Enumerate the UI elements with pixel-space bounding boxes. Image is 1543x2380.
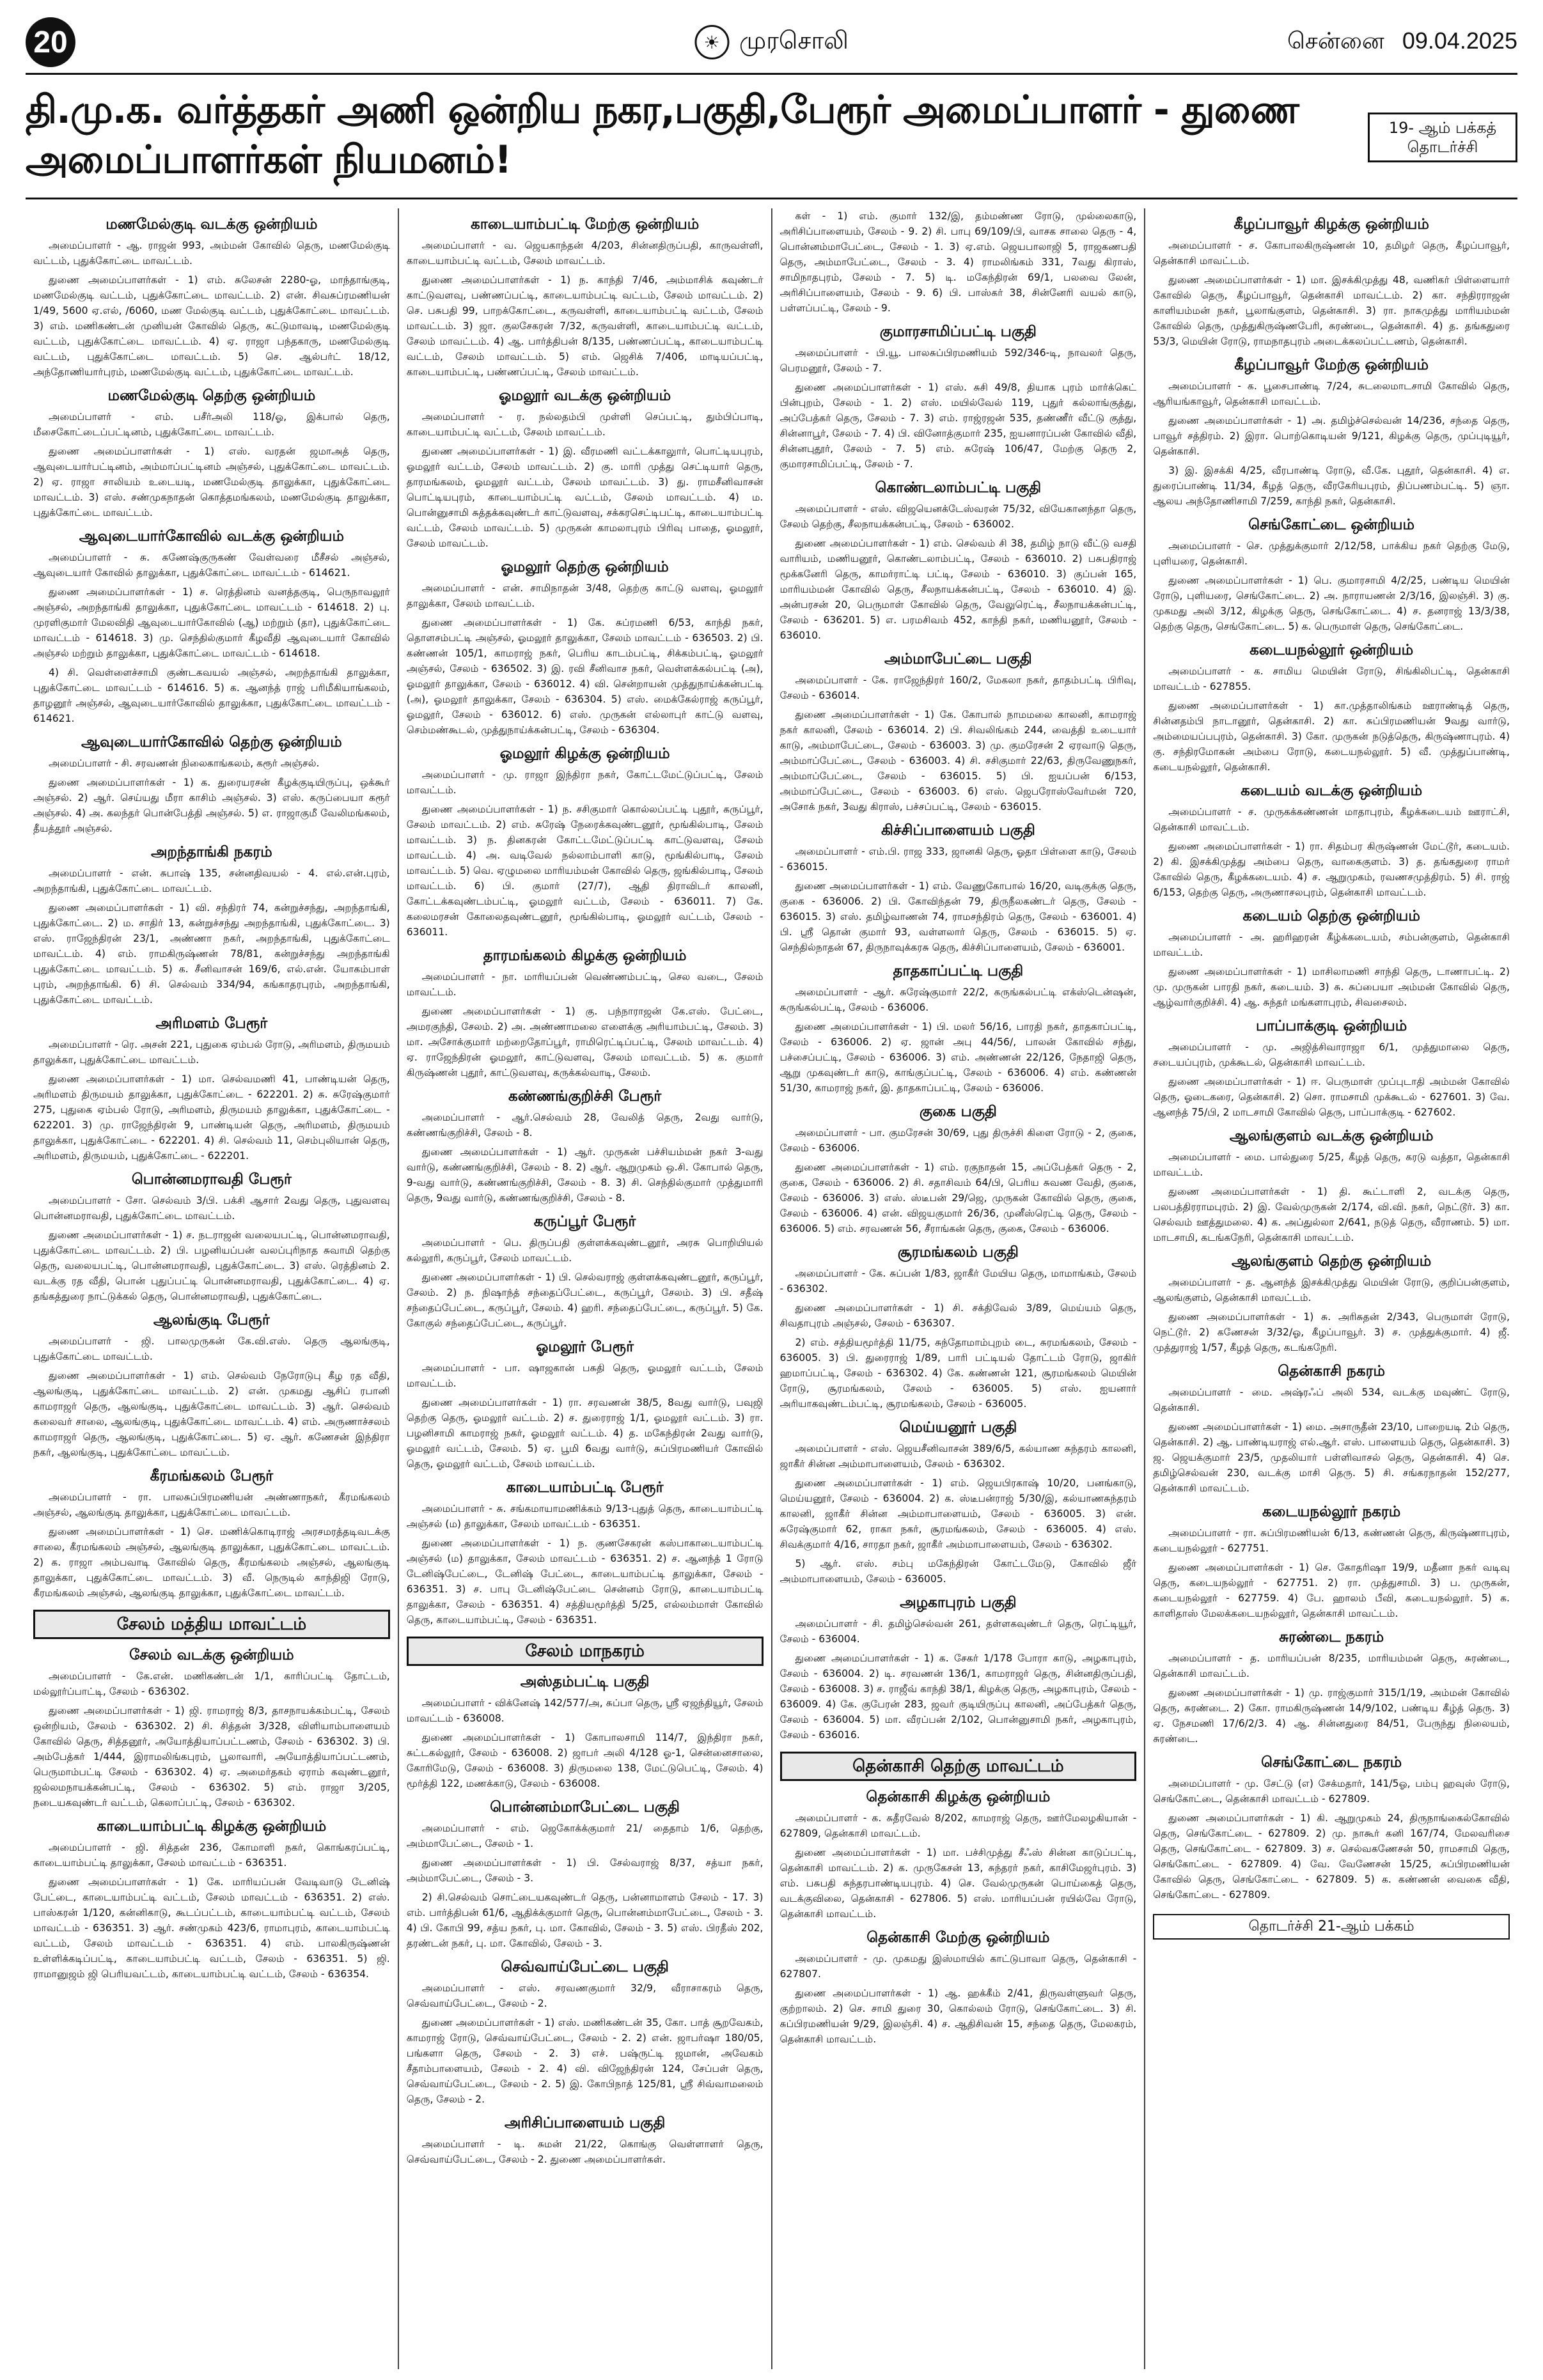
appointment-paragraph: அமைப்பாளர் - மு. சேட்டு (எ) சேக்மதார், 141/5ஓ, பம்பு ஹவுஸ் ரோடு, செங்கோட்டை, தென்காசி மாவட்டம் - 627809. [1153,1778,1510,1805]
appointment-paragraph: துணை அமைப்பாளர்கள் - 1) செ. மணிக்கொடிராஜ் அரசமரத்தடிவடக்கு சாலை, கீரமங்கலம் அஞ்சல், ஆலங்குடி தாலுக்கா, புதுக்கோட்டை மாவட்டம். 2) க. ராஜா அம்பவாடி கோவில் தெரு, கீரமங்கலம் அஞ்சல், ஆலங்குடி தாலுக்கா, புதுக்கோட்டை மாவட்டம். 3) வீ. நெருடில் காந்திஜி ரோடு, கீரமங்கலம் அஞ்சல், ஆலங்குடி தாலுக்கா, புதுக்கோட்டை மாவட்டம். [33,1526,390,1599]
city-label: சென்னை [1287,27,1384,54]
section-heading: கீரமங்கலம் பேரூர் [150,1468,274,1484]
section-heading: அழகாபுரம் பகுதி [900,1594,1017,1611]
section-heading: அம்மாபேட்டை பகுதி [884,651,1032,667]
appointment-paragraph: அமைப்பாளர் - க. பூசைபாண்டி 7/24, சுடலைமாடசாமி கோவில் தெரு, ஆரியங்காவூர், தென்காசி மாவட்டம். [1153,380,1510,407]
appointment-paragraph: துணை அமைப்பாளர்கள் - 1) ஆ. ஹக்கீம் 2/41, திருவள்ளுவர் தெரு, குற்றாலம். 2) செ. சாமி துரை 30, கொல்லம் ரோடு, செங்கோட்டை. 3) சி. சுப்பிரமணியன் 9/29, இலஞ்சி. 4) ச. ஆதிசிவன் 15, சந்தை தெரு, மேலகரம், தென்காசி மாவட்டம். [779,1987,1137,2045]
section-heading: தென்காசி நகரம் [1278,1363,1386,1380]
appointment-paragraph: துணை அமைப்பாளர்கள் - 1) கு. பந்நாராஜன் கே.எஸ். பேட்டை, அமரகுந்தி, சேலம். 2) அ. அண்ணாமலை எளைக்கு அரியாம்பட்டி, சேலம். 3) மா. அசோக்குமார் மற்றைதோப்பூர், ராமிரெட்டிப்பட்டி, சேலம் மாவட்டம். 4) ஏ. ராஜேந்திரன் ஓமலூர், காட்டுவளவு, சேலம் மாவட்டம். 5) க. குமார் கிருஷ்ணன் புதூர், காட்டுவளவு, கருக்கல்வாடி, சேலம். [406,1006,764,1078]
appointment-paragraph: அமைப்பாளர் - சு. சங்கமாயாமணிக்கம் 9/13-புதுத் தெரு, காடையாம்பட்டி அஞ்சல் (ம) தாலுக்கா, சேலம் மாவட்டம் - 636351. [406,1503,764,1530]
section-heading: பாப்பாக்குடி ஒன்றியம் [1255,1018,1407,1034]
appointment-paragraph: அமைப்பாளர் - ச. முருகக்கண்ணன் மாதாபுரம், கீழக்கடையம் ஊராட்சி, தென்காசி மாவட்டம். [1153,806,1510,833]
appointment-paragraph: துணை அமைப்பாளர்கள் - 1) மாசிலாமணி சாந்தி தெரு, டாணாபட்டி. 2) மு. முருகன் பாரதி நகர், கடையம். 3) சு. சுப்பையா அம்மன் கோவில் தெரு, ஆழ்வார்குறிச்சி. 4) ஆ. சுந்தர் மங்களாபுரம், சிவசைலம். [1153,966,1510,1008]
appointment-paragraph: துணை அமைப்பாளர்கள் - 1) ரா. சிதம்பர கிருஷ்ணன் மேட்டூர், கடையம். 2) கி. இசக்கிமுத்து அம்பை தெரு, வாகைகுளம். 3) த. தங்கதுரை ராமர் கோவில் தெரு, கீழக்கடையம். 4) ச. ஆறுமுகம், ரவணசமுத்திரம். 5) சி. ராஜ் 6/153, தெற்கு தெரு, அருணாசலபுரம், தென்காசி மாவட்டம். [1153,841,1510,898]
appointment-paragraph: துணை அமைப்பாளர்கள் - 1) எம். ஜெயபிரகாஷ் 10/20, பனங்காடு, மெய்யனூர், சேலம் - 636004. 2) க. ஸ்டீபன்ராஜ் 5/30/இ, கல்யாணசுந்தரம் காலனி, ஜாகீர் சின்ன அம்மாபாளையம், சேலம் - 636005. 3) என். சுரேஷ்குமார் 62, ராகா நகர், சூரமங்கலம், சேலம் - 636005. 4) எஸ். சிவக்குமார் 4/16, சாரதா நகர், ஜாகீர் அம்மாபாளையம், சேலம் - 636302. [779,1477,1137,1550]
appointment-paragraph: அமைப்பாளர் - க. சுதீரவேல் 8/202, காமராஜ் தெரு, ஊர்மேலழகியான் - 627809, தென்காசி மாவட்டம். [779,1812,1137,1839]
appointment-paragraph: துணை அமைப்பாளர்கள் - 1) செ. கோதரிஷா 19/9, மதீனா நகர் வடிவு தெரு, கடையநல்லூர் - 627751. 2) ரா. முத்துசாமி. 3) ப. முருகன், கடையநல்லூர் - 627759. 4) பே. ஹாலம் பீவி, கடையநல்லூர். 5) க. காளிதாஸ் மேலக்கடையநல்லூர், தென்காசி மாவட்டம். [1153,1562,1510,1619]
section-heading: தென்காசி மேற்கு ஒன்றியம் [866,1929,1050,1946]
section-heading: தென்காசி கிழக்கு ஒன்றியம் [866,1789,1051,1805]
appointment-paragraph: துணை அமைப்பாளர்கள் - 1) கோபாலசாமி 114/7, இந்திரா நகர், சுட்டகல்லூர், சேலம் - 636008. 2) ஜாபர் அலி 4/128 ஓ-1, சென்னைசாலை, கோரிமேடு, சேலம் - 636008. 3) திருமலை 138, மேட்டுபெட்டி, சேலம். 4) மூர்த்தி 122, மணக்காடு, சேலம் - 636008. [406,1732,764,1789]
continued-from-box: 19- ஆம் பக்கத் தொடர்ச்சி [1368,113,1517,162]
section-heading: சுரண்டை நகரம் [1279,1629,1384,1645]
appointment-paragraph: 3) இ. இசக்கி 4/25, வீரபாண்டி ரோடு, வீ.கே. புதூர், தென்காசி. 4) எ. துரைப்பாண்டி 11/34, கீழத் தெரு, வீரகேரியபுரம், திப்பணம்பட்டி. 5) ஞா. ஆலய அந்தோணிசாமி 7/259, காந்தி நகர், தென்காசி. [1153,465,1510,507]
paper-name: முரசொலி [739,26,849,54]
masthead [26,12,1517,75]
section-heading: கடையம் தெற்கு ஒன்றியம் [1242,908,1420,924]
appointment-paragraph: அமைப்பாளர் - மு. முகமது இஸ்மாயில் காட்டுபாவா தெரு, தென்காசி - 627807. [779,1953,1137,1980]
appointment-paragraph: துணை அமைப்பாளர்கள் - 1) எஸ். சுசி 49/8, தியாக புரம் மார்க்கெட் பின்புறம், சேலம் - 1. 2) எஸ். மயில்வேல் 119, புதுர் கல்லாங்குத்து, அப்பேத்கர் தெரு, சேலம் - 7. 3) எம். ராஜ்ரஜன் 535, தண்ணீர் வீட்டு குத்து, சின்னாபூர், சேலம் - 7. 4) பி. வினோத்குமார் 235, ஐயனாரப்பன் கோவில் வீதி, சின்னபுதூர், சேலம் - 7. 5) எம். சுரேஷ் 106/47, மேற்கு தெரு 2, குமாரசாமிப்பட்டி, சேலம் - 7. [779,382,1137,470]
appointment-paragraph: அமைப்பாளர் - ரா. சுப்பிரமணியன் 6/13, கண்ணன் தெரு, கிருஷ்ணாபுரம், கடையநல்லூர் - 627751. [1153,1527,1510,1554]
appointment-paragraph: அமைப்பாளர் - எம். ஜெகோக்க்குமார் 21/ தைதாம் 1/6, தெற்கு, அம்மாபேட்டை, சேலம் - 1. [406,1823,764,1849]
appointment-paragraph: அமைப்பாளர் - மை. பால்துரை 5/25, கீழத் தெரு, கரடு வத்தா, தென்காசி மாவட்டம். [1153,1151,1510,1178]
appointment-paragraph: அமைப்பாளர் - க. சாமிய மெயின் ரோடு, சிங்கிலிபட்டி, தென்காசி மாவட்டம் - 627855. [1153,665,1510,692]
appointment-paragraph: 2) எம். சத்தியமூர்த்தி 11/75, சுந்தோமாம்புறம் டை, சுரமங்கலம், சேலம் - 636005. 3) பி. துரைராஜ் 1/89, பாரி பட்டியல் தோட்டம் ரோடு, ஜாகிர் ஹமாப்பட்டி, சேலம் - 636302. 4) கே. கண்ணன் 121, சூரமங்கலம் மெயின் ரோடு, சூரமங்கலம், சேலம் - 636005. 5) எஸ். ஐயனார் அரியாகவுண்டம்பட்டி, சூரமங்கலம், சேலம் - 636005. [779,1337,1137,1410]
column-1 [26,208,399,2369]
section-heading: காடையாம்பட்டி கிழக்கு ஒன்றியம் [97,1818,327,1835]
section-heading: ஆவுடையார்கோவில் தெற்கு ஒன்றியம் [81,734,342,751]
appointment-paragraph: துணை அமைப்பாளர்கள் - 1) அ. தமிழ்ச்செல்வன் 14/236, சந்தை தெரு, பாவூர் சத்திரம். 2) இரா. பொற்கொடியன் 9/121, கிழக்கு தெரு, முப்புடியூர், தென்காசி. [1153,415,1510,457]
appointment-paragraph: அமைப்பாளர் - மு. அஜித்சிவாராஜா 6/1, முத்துமாலை தெரு, சடையப்புரம், முக்கூடல், தென்காசி மாவட்டம். [1153,1041,1510,1068]
appointment-paragraph: துணை அமைப்பாளர்கள் - 1) கே. மாரியப்பன் வேடிவாடு டேனிஷ் பேட்டை, காடையாம்பட்டி வட்டம், சேலம் மாவட்டம் - 636351. 2) எஸ். பாஸ்கரன் 1/120, கன்னிகாடு, கூடப்பட்டம், காடையாம்பட்டி வட்டம், சேலம் மாவட்டம் - 636351. 3) ஆர். சண்முகம் 423/6, ராமாபுரம், காடையாம்பட்டி வட்டம், சேலம் மாவட்டம் - 636351. 4) எம். பாலகிருஷ்ணன் உள்ளிக்கடிப்பட்டி, காடையாம்பட்டி வட்டம், சேலம் - 636351. 5) ஜி. ராமானுஜம் ஜி பெரியவட்டம், காடையாம்பட்டி வட்டம், சேலம் - 636354. [33,1876,390,1980]
appointment-paragraph: அமைப்பாளர் - பா. ஷாஜகான் பசுதி தெரு, ஓமலூர் வட்டம், சேலம் மாவட்டம். [406,1362,764,1389]
section-heading: மணமேல்குடி தெற்கு ஒன்றியம் [107,387,316,404]
appointment-paragraph: துணை அமைப்பாளர்கள் - 1) எம். வேணுகோபால் 16/20, வடிகுக்கு தெரு, குகை - 636006. 2) பி. கோவிந்தன் 79, திருநீலகண்டர் தெரு, சேலம் - 636015. 3) எஸ். தமிழ்வாணன் 74, ராமசந்திரம் தெரு, சேலம் - 636001. 4) பி. ஸ்ரீ தொன் குமார் 93, வள்ளலார் தெரு, சேலம் - 636015. 5) ஏ. செந்தில்நாதன் 67, திருநாவுக்கரசு தெரு, கிச்சிப்பாளையம், சேலம் - 636001. [779,880,1137,953]
appointment-paragraph: துணை அமைப்பாளர்கள் - 1) ஈ. பெருமாள் முப்புடாதி அம்மன் கோவில் தெரு, ஓடைகரை, தென்காசி. 2) சொ. ராமசாமி முக்கூடல் - 627601. 3) வே. ஆனந்த் 75/பி, 2 மாடசாமி கோவில் தெரு, பாப்பாக்குடி - 627602. [1153,1076,1510,1118]
appointment-paragraph: அமைப்பாளர் - கே. சுப்பன் 1/83, ஜாகீர் மேயிய தெரு, மாமாங்கம், சேலம் - 636302. [779,1268,1137,1295]
paper-title [694,25,849,59]
appointment-paragraph: துணை அமைப்பாளர்கள் - 1) ஜி. ராமராஜ் 8/3, தாசநாயக்கம்பட்டி, சேலம் ஒன்றியம், சேலம் - 636302. 2) சி. சித்தன் 3/328, விளியாம்பாளையம் கோவில் தெரு, சித்தனூர், அயோத்தியாப்பட்டணம், சேலம் - 636302. 3) பி. அம்பேத்கர் 1/444, இராமலிங்கபுரம், பூலாவாரி, அயோத்தியாப்பட்டணம், பெருமாம்பட்டி சேலம் - 636302. 4) ஏ. அமைர்தகம் ஏராம் கவுண்டனூர், ஜல்லமநாயக்கன்பட்டி, சேலம் - 636302. 5) எம். ராஜா 3/205, நடையகவுண்டர் வட்டம், கெலாப்பட்டி, சேலம் - 636302. [33,1705,390,1808]
appointment-paragraph: துணை அமைப்பாளர்கள் - 1) ந. குணசேகரன் கஸ்பாகாடையாம்பட்டி அஞ்சல் (ம) தாலுக்கா, சேலம் மாவட்டம் - 636351. 2) ச. ஆனந்த் 1 ரோடு டேனிஷ்பேட்டை, டேனிஷ் பேட்டை, காடையாம்பட்டி தாலுக்கா, சேலம் - 636351. 3) ச. பாபு டேனிஷ்பேட்டை சென்னம் ரோடு, காடையாம்பட்டி தாலுக்கா, சேலம் - 636351. 4) சத்தியமூர்த்தி 5/25, எல்லம்மாள் கோவில் தெரு, காடையாம்பட்டி, சேலம் - 636351. [406,1537,764,1626]
section-heading: குமாரசாமிப்பட்டி பகுதி [879,323,1037,340]
section-heading: பொன்னம்மாபேட்டை பகுதி [490,1799,680,1816]
appointment-paragraph: துணை அமைப்பாளர்கள் - 1) மு. ராஜ்குமார் 315/1/19, அம்மன் கோவில் தெரு, சுரண்டை. 2) கோ. ராமகிருஷ்ணன் 14/9/102, பண்டிய கீழ்த் தெரு. 3) ஏ. நேசமணி 17/6/2/3. 4) ஆ. சின்னதுரை 84/51, பேருந்து நிலையம், சுரண்டை. [1153,1687,1510,1745]
section-heading: பொன்னமராவதி பேரூர் [131,1171,292,1188]
section-heading: ஆலங்குளம் வடக்கு ஒன்றியம் [1229,1128,1434,1144]
section-heading: ஆலங்குளம் தெற்கு ஒன்றியம் [1231,1253,1432,1270]
appointment-paragraph: அமைப்பாளர் - விக்னேஷ் 142/577/அ, சுப்பா தெரு, ஸ்ரீ ஏஜந்தியூர், சேலம் மாவட்டம் - 636008. [406,1697,764,1724]
appointment-paragraph: துணை அமைப்பாளர்கள் - 1) வி. சந்திரர் 74, கன்றுச்சந்து, அறந்தாங்கி, புதுக்கோட்டை. 2) ம. சாதிர் 13, கன்றுச்சந்து அறந்தாங்கி, புதுக்கோட்டை. 3) எஸ். ராஜேந்திரன் 23/1, அண்ணா நகர், அறந்தாங்கி, புதுக்கோட்டை மாவட்டம். 4) எம். ராமகிருஷ்ணன் 78/81, கன்றுச்சந்து அறந்தாங்கி புதுக்கோட்டை மாவட்டம். 5) க. சீனிவாசன் 169/6, எல்.என். யோகம்பாள் புரம், அறந்தாங்கி. 6) சி. செல்வம் 334/94, கங்காதரபுரம், அறந்தாங்கி, புதுக்கோட்டை மாவட்டம். [33,902,390,1006]
appointment-paragraph: 5) ஆர். எஸ். சம்பு மகேந்திரன் கோட்டமேடு, கோவில் ஜீர் அம்மாபாளையம், சேலம் - 636005. [779,1558,1137,1585]
section-heading: ஓமலூர் பேரூர் [536,1339,634,1355]
appointment-paragraph: அமைப்பாளர் - ஆர்.செல்வம் 28, வேலித் தெரு, 2வது வார்டு, கண்ணங்குறிச்சி, சேலம் - 8. [406,1112,764,1139]
appointment-paragraph: துணை அமைப்பாளர்கள் - 1) மை. அசாருதீன் 23/10, பாறையடி 2ம் தெரு, தென்காசி. 2) ஆ. பாண்டியராஜ் எல்.ஆர். எஸ். பாளையம் தெரு, தென்காசி. 3) ஜ. ஜெயக்குமார் 23/5, முதலியார் பள்ளிவாசல் தெரு, தென்காசி. 4) செ. தமிழ்செல்வன் 230, வடக்கு மாசி தெரு. 5) சி. சங்கரநாதன் 152/277, தென்காசி மாவட்டம். [1153,1421,1510,1494]
appointment-paragraph: துணை அமைப்பாளர்கள் - 1) கே. சுப்ரமணி 6/53, காந்தி நகர், தொளசம்பட்டி அஞ்சல், ஓமலூர் தாலுக்கா, சேலம் மாவட்டம் - 636503. 2) பி. கண்ணன் 105/1, காமராஜ் நகர், பெரிய காடம்பட்டி, சிக்கம்பட்டி, ஓமலூர் அஞ்சல், சேலம் - 636502. 3) இ. ரவி சீனிவாச நகர், வெள்ளக்கல்பட்டி (அ), ஓமலூர் தாலுக்கா, சேலம் - 636012. 4) வி. சென்றாயன் முத்துநாய்க்கன்பட்டி (அ), ஓமலூர் தாலுக்கா, சேலம் - 636304. 5) எஸ். மைக்கேல்ராஜ் கருப்பூர், ஓமலூர், சேலம் - 636012. 6) எஸ். முருகன் எல்லாபுர் காட்டு வளவு, செம்மண்கூடல், முத்துநாய்க்கன்பட்டி, சேலம் - 636304. [406,617,764,736]
appointment-paragraph: அமைப்பாளர் - என். சுபாஷ் 135, சன்னதிவயல் - 4. எல்.என்.புரம், அறந்தாங்கி, புதுக்கோட்டை மாவட்டம். [33,867,390,894]
date-label: 09.04.2025 [1402,27,1517,54]
section-heading: ஓமலூர் தெற்கு ஒன்றியம் [501,559,669,575]
appointment-paragraph: துணை அமைப்பாளர்கள் - 1) க. துரையரசன் கீழக்குடியிருப்பு, ஒக்கூர் அஞ்சல். 2) ஆர். செய்யது மீரா காசிம் அஞ்சல். 3) எஸ். கருப்பையா கரூர் அஞ்சல். 4) அ. கலந்தர் பொன்பேத்தி அஞ்சல். 5) எ. ராஜாகுமீ வேலிமங்கலம், தீயத்தூர் அஞ்சல். [33,777,390,834]
section-heading: காடையாம்பட்டி பேரூர் [506,1479,664,1496]
section-heading: செவ்வாய்பேட்டை பகுதி [501,1959,669,1975]
section-heading: ஓமலூர் கிழக்கு ஒன்றியம் [499,745,670,762]
page-number-badge: 20 [26,17,75,67]
section-heading: குகை பகுதி [919,1103,997,1120]
column-2 [399,208,772,2369]
continued-on-box: தொடர்ச்சி 21-ஆம் பக்கம் [1153,1914,1510,1940]
appointment-paragraph: துணை அமைப்பாளர்கள் - 1) ந. காந்தி 7/46, அம்மாசிக் கவுண்டர் காட்டுவளவு, பண்ணப்பட்டி, காடையாம்பட்டி வட்டம், சேலம் மாவட்டம். 2) செ. பசுபதி 99, பாறக்கோட்டை, கருவள்ளி, காடையாம்பட்டி வட்டம், சேலம் மாவட்டம். 3) ஜா. குலசேகரன் 7/32, கருவள்ளி, காடையாம்பட்டி வட்டம், சேலம் மாவட்டம். 4) ஆ. பார்த்திபன் 8/135, பண்ணப்பட்டி, காடையாம்பட்டி வட்டம், சேலம் மாவட்டம். 5) எம். ஜெசிக் 7/406, மாடியப்பட்டி, காடையாம்பட்டி, பண்ணப்பட்டி, சேலம் மாவட்டம். [406,274,764,378]
appointment-paragraph: துணை அமைப்பாளர்கள் - 1) மா. இசக்கிமுத்து 48, வணிகர் பிள்ளையார் கோவில் தெரு, கீழப்பாவூர், தென்காசி மாவட்டம். 2) கா. சந்திரராஜன் காளியம்மன் நகர், பூலாங்குளம், தென்காசி. 3) ரா. நாகமுத்து மாரியம்மன் கோவில் தெரு, முத்துகிருஷ்ணபேரி, சுரண்டை, தென்காசி. 4) த. தங்கதுரை 53/3, மெயின் ரோடு, ராமநாதபுரம் அடைக்கலப்பட்டணம், தென்காசி. [1153,274,1510,347]
appointment-paragraph: துணை அமைப்பாளர்கள் - 1) ஆர். முருகன் பச்சியம்மன் நகர் 3-வது வார்டு, கண்ணங்குறிச்சி, சேலம் - 8. 2) ஆர். ஆறுமுகம் ஒ.சி. கோபால் தெரு, 9-வது வார்டு, கண்ணங்குறிச்சி, சேலம் - 8. 3) சி. செந்தில்குமார் முத்துமாரி தெரு, 9வது வார்டு, கண்ணங்குறிச்சி, சேலம் - 8. [406,1146,764,1204]
appointment-paragraph: துணை அமைப்பாளர்கள் - 1) கி. ஆறுமுகம் 24, திருநாங்கைல்கோவில் தெரு, செங்கோட்டை - 627809. 2) மு. நாகூர் கனி 167/74, மேலவரிசை தெரு, செங்கோட்டை - 627809. 3) ச. செல்வகணேசன் 50, ராமசாமி தெரு, செங்கோட்டை - 627809. 4) வே. வேணேசன் 15/25, சுப்பிரமணியன் கோவில் தெரு, செங்கோட்டை - 627809. 5) க. கண்ணன் வைகை வீதி, செங்கோட்டை - 627809. [1153,1812,1510,1901]
appointment-paragraph: அமைப்பாளர் - சி. சரவணன் நிலைகாங்கலம், கரூர் அஞ்சல். [49,758,320,769]
appointment-paragraph: அமைப்பாளர் - எம்.பி. ராஜ 333, ஜானகி தெரு, ஓதா பிள்ளை காடு, சேலம் - 636015. [779,846,1137,873]
section-heading: கடையம் வடக்கு ஒன்றியம் [1241,782,1423,799]
column-3 [772,208,1146,2369]
appointment-paragraph: துணை அமைப்பாளர்கள் - 1) பி. செல்வராஜ் குள்ளக்கவுண்டனூர், கருப்பூர், சேலம். 2) ந. நிஷாந்த் சந்தைப்பேட்டை, கருப்பூர், சேலம். 3) பி. சதீஷ் சந்தைப்பேட்டை, கருப்பூர், சேலம். 4) ஹரி. சந்தைப்பேட்டை, கருப்பூர். 5) கே. கோகுல் சந்தைப்பேட்டை, கருப்பூர். [406,1272,764,1329]
appointment-paragraph: அமைப்பாளர் - பி.யூ. பாலசுப்பிரமணியம் 592/346-டி, நாவலர் தெரு, பெரமனூர், சேலம் - 7. [779,347,1137,374]
appointment-paragraph: அமைப்பாளர் - கே. ராஜேந்திரர் 160/2, மேகலா நகர், தாதம்பட்டி பிரிவு, சேலம் - 636014. [779,674,1137,701]
appointment-paragraph: அமைப்பாளர் - த. ஆனந்த் இசக்கிமுத்து மெயின் ரோடு, குறிப்பன்குளம், ஆலங்குளம், தென்காசி மாவட்டம். [1153,1277,1510,1303]
appointment-paragraph: அமைப்பாளர் - ரெ. அசன் 221, புதுகை ஏம்பல் ரோடு, அரிமளம், திருமயம் தாலுக்கா, புதுக்கோட்டை மாவட்டம். [33,1039,390,1066]
appointment-paragraph: துணை அமைப்பாளர்கள் - 1) ந. சசிகுமார் கொல்லப்பட்டி புதூர், கருப்பூர், சேலம் மாவட்டம். 2) எம். சுரேஷ் நேரைக்கவுண்டனூர், மூங்கில்பாடி, சேலம் மாவட்டம். 3) ந. தினகரன் கோட்டமேட்டுப்பட்டி காட்டுவளவு, சேலம் மாவட்டம். 4) அ. வடிவேல் நல்லாம்பாளி காடு, மூங்கில்பாடி, சேலம் மாவட்டம். 5) வெ. ஏழுமலை மாரியம்மன் கோவில் தெரு, ஜங்கில்பாடி, சேலம் மாவட்டம். 6) பி. குமார் (27/7), ஆதி திராவிடர் காலனி, கோட்டக்கவுண்டம்பட்டி, ஓமலூர் வட்டம், சேலம் - 636011. 7) கே. கலைமரசன் கோலைதவுண்டனூர், மூங்கில்பாடி, ஓமலூர் வட்டம், சேலம் - 636011. [406,804,764,938]
appointment-paragraph: அமைப்பாளர் - எஸ். ஜெயசீனிவாசன் 389/6/5, கல்யாண சுந்தரம் காலனி, ஜாகீர் சின்ன அம்மாபாளையம், சேலம் - 636302. [779,1443,1137,1470]
section-heading: சூரமங்கலம் பகுதி [897,1244,1019,1261]
section-heading: கடையநல்லூர் ஒன்றியம் [1249,642,1414,658]
main-headline: தி.மு.க. வர்த்தகர் அணி ஒன்றிய நகர,பகுதி,பேரூர் அமைப்பாளர் - துணை அமைப்பாளர்கள் நியமனம்! [26,88,1299,182]
appointment-paragraph: அமைப்பாளர் - ஜி. பாலமுருகன் கே.வி.எஸ். தெரு ஆலங்குடி, புதுக்கோட்டை மாவட்டம். [33,1335,390,1362]
appointment-paragraph: துணை அமைப்பாளர்கள் - 1) பி. மலர் 56/16, பாரதி நகர், தாதகாப்பட்டி, சேலம் - 636006. 2) ஏ. ஜான் அபு 44/56/, பாலன் கோவில் சந்து, பச்சைப்பட்டி, சேலம் - 636006. 3) எம். அண்ணன் 22/126, நேதாஜி தெரு, ஆறு முகவுண்டர் காடு, காங்குப்பட்டி, சேலம் - 636006. 4) எம். கண்ணன் 51/30, காமராஜ் நகர், இ. தாதகாப்பட்டி, சேலம் - 636006. [779,1021,1137,1094]
appointment-paragraph: துணை அமைப்பாளர்கள் - 1) ரா. சரவணன் 38/5, 8வது வார்டு, பவுஜி தெற்கு தெரு, ஓமலூர் வட்டம். 2) ச. துரைராஜ் 1/1, ஓமலூர் வட்டம். 3) ரா. பழனிசாமி காமராஜ் நகர், ஓமலூர் வட்டம். 4) த. மகேந்திரன் 2வது வார்டு, ஓமலூர் வட்டம், சேலம். 5) ஏ. பூமி 6வது வார்டு, சுப்பிரமணியர் கோவில் தெரு, ஓமலூர் வட்டம், சேலம் மாவட்டம். [406,1397,764,1470]
column-4 [1145,208,1517,2369]
appointment-paragraph: அமைப்பாளர் - செ. முத்துக்குமார் 2/12/58, பாக்கிய நகர் தெற்கு மேடு, புளியரை, தென்காசி. [1153,540,1510,567]
appointment-paragraph: அமைப்பாளர் - ச. கோபாலகிருஷ்ணன் 10, தமிழர் தெரு, கீழப்பாவூர், தென்காசி மாவட்டம். [1153,240,1510,267]
appointment-paragraph: துணை அமைப்பாளர்கள் - 1) ச. ரெத்தினம் வனத்தகுடி, பெருநாவலூர் அஞ்சல், அறந்தாங்கி தாலுக்கா, புதுக்கோட்டை மாவட்டம் - 614618. 2) பு. முரளிகுமார் மேலவிதி ஆவுடையார்கோவில் (ஆ) மற்றும் (தா), புதுக்கோட்டை மாவட்டம் - 614618. 3) மு. செந்தில்குமார் கீழவீதி ஆவுடையார் கோவில் அஞ்சல் மற்றும் தாலுக்கா, புதுக்கோட்டை மாவட்டம் - 614618. [33,586,390,659]
appointment-paragraph: அமைப்பாளர் - எம். பசீர்அலி 118/ஓ, இக்பால் தெரு, மீசைகோட்டைப்பட்டினம், புதுக்கோட்டை மாவட்டம். [33,411,390,438]
section-heading: கீழப்பாவூர் மேற்கு ஒன்றியம் [1234,357,1429,373]
appointment-paragraph: கள் - 1) எம். குமார் 132/இ, தம்மண்ண ரோடு, முல்லைகாடு, அரிசிப்பாளையம், சேலம் - 9. 2) சி. பாபு 69/109/பி, வாசக சாலை தெரு - 4, பொன்னம்மாபேட்டை, சேலம் - 1. 3) ஏ.எம். ஜெயபாலாஜி 5, ராஜகணபதி தெரு, அம்மாபேட்டை, சேலம் - 3. 4) ராமலிங்கம் 331, 7வது கிராஸ், சாமிநாதபுரம், சேலம் - 7. 5) டி. மகேந்திரன் 69/1, பலவை லேன், அரிசிப்பாளையம், சேலம் - 9. 6) பி. பாஸ்கர் 38, சின்னேரி வயல் காடு, பள்ளப்பட்டி, சேலம் - 9. [779,210,1137,314]
section-heading: காடையாம்பட்டி மேற்கு ஒன்றியம் [471,216,700,233]
appointment-paragraph: துணை அமைப்பாளர்கள் - 1) சி. சக்திவேல் 3/89, மெய்யம் தெரு, சிவதாபுரம் அஞ்சல், சேலம் - 636307. [779,1302,1137,1329]
appointment-paragraph: துணை அமைப்பாளர்கள் - 1) மா. பச்சிமுத்து சீஃஸ் சின்ன காடுப்பட்டி, தென்காசி மாவட்டம். 2) க. முருகேசன் 13, சுந்தரர் நகர், காசிமேஜர்புரம். 3) எம். பசுபதி சுந்தரபாண்டியபுரம். 4) செ. வேல்முருகன் பொய்கைத் தெரு, வடக்குவிலை, தென்காசி - 627806. 5) எஸ். மாரியப்பன் ரயில்வே ரோடு, தென்காசி மாவட்டம். [779,1847,1137,1920]
appointment-paragraph: துணை அமைப்பாளர்கள் - 1) இ. வீரமணி வட்டக்காலுார், பொட்டியபுரம், ஓமலூர் வட்டம், சேலம் மாவட்டம். 2) கு. மாரி முத்து செட்டியார் தெரு, தாரமங்கலம், ஓமலூர் வட்டம், சேலம் மாவட்டம். 3) து. ராமசீனிவாசன் பொட்டியபுரம், காடையாம்பட்டி வட்டம், சேலம் மாவட்டம். 4) ம. பொன்னுசாமி சுத்தக்கவுண்டர் காட்டுவளவு, சக்கரசெட்டிபட்டி, காடையாம்பட்டி வட்டம், சேலம் மாவட்டம். 5) முருகன் காமலாபுரம் பிரிவு பாதை, ஓமலூர், சேலம் மாவட்டம். [406,446,764,549]
article-columns [26,208,1517,2369]
appointment-paragraph: துணை அமைப்பாளர்கள் - 1) எம். சுலேசன் 2280-ஓ, மாந்தாங்குடி, மணமேல்குடி வட்டம், புதுக்கோட்டை மாவட்டம். 2) என். சிவசுப்ரமணியன் 1/49, 5600 ஏ.எல், /6060, மண மேல்குடி வட்டம், புதுக்கோட்டை மாவட்டம். 3) எம். மணிகண்டன் முனியன் கோவில் தெரு, கட்டுமாவடி, மணமேல்குடி வட்டம், புதுக்கோட்டை மாவட்டம். 4) ஏ. ராஜா பந்தகாரு, மணமேல்குடி வட்டம், புதுக்கோட்டை மாவட்டம். 5) செ. ஆல்பர்ட் 18/12, அந்தோணியார்புரம், மணமேல்குடி வட்டம், புதுக்கோட்டை மாவட்டம். [33,274,390,378]
section-heading: அஸ்தம்பட்டி பகுதி [520,1674,650,1690]
appointment-paragraph: அமைப்பாளர் - த. மாரியப்பன் 8/235, மாரியம்மன் தெரு, சுரண்டை, தென்காசி மாவட்டம். [1153,1653,1510,1679]
appointment-paragraph: அமைப்பாளர் - கே.என். மணிகண்டன் 1/1, காரிப்பட்டி தோட்டம், மல்லூர்ப்பாட்டி, சேலம் - 636302. [33,1670,390,1697]
appointment-paragraph: அமைப்பாளர் - ஆர். சுரேஷ்குமார் 22/2, கருங்கல்பட்டி எக்ஸ்டென்ஷன், சுருங்கல்பட்டி, சேலம் - 636006. [779,986,1137,1013]
section-heading: கீழப்பாவூர் கிழக்கு ஒன்றியம் [1234,216,1429,233]
appointment-paragraph: துணை அமைப்பாளர்கள் - 1) எஸ். வரதன் ஜமாஅத் தெரு, ஆவுடையார்பட்டினம், அம்மாப்பட்டினம் அஞ்சல், புதுக்கோட்டை மாவட்டம். 2) ஏ. ராஜா சாலியம் உடையடி, மணமேல்குடி தாலுக்கா, புதுக்கோட்டை மாவட்டம். 3) எஸ். சண்முகநாதன் கொத்தமங்கலம், மணமேல்குடி தாலுக்கா, புதுக்கோட்டை மாவட்டம். [33,446,390,518]
appointment-paragraph: 2) சி.செல்வம் சொட்டையகவுண்டர் தெரு, பன்னாமாளம் சேலம் - 17. 3) எம். பார்த்திபன் 61/6, ஆதிக்க்குமார் தெரு, பொன்னம்மாபேட்டை, சேலம் - 3. 4) பி. கோபி 99, சத்ய நகர், பு. மா. கோவில், சேலம் - 3. 5) எஸ். பிரதீஸ் 202, தரண்டன் நகர், பு. மா. கோவில், சேலம் - 3. [406,1892,764,1949]
appointment-paragraph: அமைப்பாளர் - ரா. பாலசுப்பிரமணியன் அண்ணாநகர், கீரமங்கலம் அஞ்சல், ஆலங்குடி தாலுக்கா, புதுக்கோட்டை மாவட்டம். [33,1491,390,1518]
appointment-paragraph: துணை அமைப்பாளர்கள் - 1) எம். செல்வம் சி 38, தமிழ் நாடு வீட்டு வசதி வாரியம், மணியனூர், கொண்டலாம்பட்டி, சேலம் - 636010. 2) பசுபதிராஜ் மூக்கனேரி தெரு, காமர்ராட்டி பட்டி, சேலம் - 636010. 3) குப்பன் 165, மாரியம்மன் கோவில் தெரு, சீலநாயக்கன்பட்டி, சேலம் - 636010. 4) இ. அன்பரசன் 20, பெருமாள் கோவில் தெரு, வேலுரெட்டி, சீலநாயக்கன்பட்டி, சேலம் - 636201. 5) எ. பரமசிவம் 452, காந்தி நகர், மணியனூர், சேலம் - 636010. [779,538,1137,641]
appointment-paragraph: அமைப்பாளர் - பெ. திருப்பதி குள்ளக்கவுண்டனூர், அரசு பொறியியல் கல்லூரி, கருப்பூர், சேலம் மாவட்டம். [406,1237,764,1264]
appointment-paragraph: துணை அமைப்பாளர்கள் - 1) சு. அரிசுதன் 2/343, பெருமாள் ரோடு, நெட்டூர். 2) கணேசன் 3/32/ஓ, கீழப்பாவூர். 3) ச. முத்துக்குமார். 4) ஜீ. முத்துராஜ் 1/57, கீழத் தெரு, கடங்கநேரி. [1153,1311,1510,1353]
dateline [1287,27,1517,58]
appointment-paragraph: அமைப்பாளர் - பா. குமரேசன் 30/69, புது திருச்சி கிளை ரோடு - 2, குகை, சேலம் - 636006. [779,1127,1137,1154]
appointment-paragraph: துணை அமைப்பாளர்கள் - 1) பெ. குமாரசாமி 4/2/25, பண்டிய மெயின் ரோடு, புளியரை, செங்கோட்டை. 2) அ. நாராயணன் 2/3/16, இலஞ்சி. 3) கு. முகமது அலி 3/12, கிழக்கு தெரு, செங்கோட்டை. 4) ச. தனராஜ் 13/3/38, தெற்கு தெரு, செங்கோட்டை. 5) க. பெருமாள் தெரு, செங்கோட்டை. [1153,575,1510,632]
appointment-paragraph: அமைப்பாளர் - சோ. செல்வம் 3/பி. பக்சி ஆசார் 2வது தெரு, புதுவளவு பொன்னமராவதி, புதுக்கோட்டை மாவட்டம். [33,1195,390,1222]
appointment-paragraph: அமைப்பாளர் - ர. நல்லதம்பி முள்ளி செப்பட்டி, தும்பிப்பாடி, காடையாம்பட்டி வட்டம், சேலம் மாவட்டம். [406,411,764,438]
section-heading: மெய்யனூர் பகுதி [899,1419,1017,1436]
appointment-paragraph: அமைப்பாளர் - எஸ். விஜயெனக்டேஸ்வரன் 75/32, வியேகானந்தா தெரு, சேலம் தெற்கு, சீலநாயக்கன்பட்டி, சேலம் - 636002. [779,503,1137,530]
district-banner: சேலம் மாநகரம் [407,1637,764,1666]
section-heading: கடையநல்லூர் நகரம் [1262,1504,1401,1520]
section-heading: அரிமளம் பேரூர் [155,1015,268,1032]
appointment-paragraph: துணை அமைப்பாளர்கள் - 1) கே. கோபால் நாமமலை காலனி, காமராஜ் நகர் காலனி, சேலம் - 636014. 2) பி. சிவலிங்கம் 244, வைத்தி உடையார் காடு, அம்மாபேட்டை, சேலம் - 636003. 3) மு. குமரேசன் 2 ஏரவாடு தெரு, அம்மாப்பேட்டை, சேலம் - 636003. 4) சி. சசிகுமார் 22/63, திருவேணுநகர், அம்மாப்பேட்டை, சேலம் - 636015. 5) பி. ஐயப்பன் 6/153, அம்மாப்பேட்டை, சேலம் - 636003. 6) எஸ். ஜெபரோஸ்வேர்மன் 720, அசோக் நகர், 3வது கிராஸ், பச்சப்பட்டி, சேலம் - 636015. [779,709,1137,813]
appointment-paragraph: அமைப்பாளர் - மை. அஷ்ரஃப் அலி 534, வடக்கு மவுண்ட் ரோடு, தென்காசி. [1153,1387,1510,1413]
appointment-paragraph: அமைப்பாளர் - எஸ். சரவணகுமார் 32/9, வீராசாகரம் தெரு, செவ்வாய்பேட்டை, சேலம் - 2. [406,1982,764,2009]
section-heading: சேலம் வடக்கு ஒன்றியம் [129,1647,294,1663]
appointment-paragraph: அமைப்பாளர் - நா. மாரியப்பன் வெண்ணம்பட்டி, செல வடை, சேலம் மாவட்டம். [406,971,764,998]
appointment-paragraph: அமைப்பாளர் - மு. ராஜா இந்திரா நகர், கோட்டமேட்டுப்பட்டி, சேலம் மாவட்டம். [406,769,764,796]
section-heading: கிச்சிப்பாளையம் பகுதி [881,822,1035,839]
section-heading: மணமேல்குடி வடக்கு ஒன்றியம் [106,216,318,233]
appointment-paragraph: துணை அமைப்பாளர்கள் - 1) தி. கூட்டாளி 2, வடக்கு தெரு, பலபத்திரராமபுரம். 2) இ. வேல்முருகன் 2/174, வி.வி. நகர், நெட்டூர். 3) கா. செல்வம் ஊத்துமலை. 4) க. அப்துல்லா 2/641, நடுத் தெரு, வீராணம். 5) மா. மாடசாமி, கடங்கநேரி, தென்காசி மாவட்டம். [1153,1186,1510,1243]
section-heading: அரிசிப்பாளையம் பகுதி [504,2115,666,2131]
headline-row [26,75,1517,199]
rising-sun-logo-icon: ☀ [694,25,729,59]
section-heading: செங்கோட்டை ஒன்றியம் [1248,517,1415,533]
section-heading: ஆலங்குடி பேரூர் [153,1312,270,1328]
section-heading: கருப்பூர் பேரூர் [533,1213,636,1230]
section-heading: தாரமங்கலம் கிழக்கு ஒன்றியம் [483,947,687,964]
district-banner: சேலம் மத்திய மாவட்டம் [33,1610,390,1639]
appointment-paragraph: அமைப்பாளர் - வ. ஜெயகாந்தன் 4/203, சின்னதிருப்பதி, காருவள்ளி, காடையாம்பட்டி வட்டம், சேலம் மாவட்டம். [406,240,764,267]
appointment-paragraph: அமைப்பாளர் - டி. சுமன் 21/22, கொங்கு வெள்ளாளர் தெரு, செவ்வாய்பேட்டை, சேலம் - 2. துணை அமைப்பாளர்கள். [406,2138,764,2165]
appointment-paragraph: அமைப்பாளர் - சி. தமிழ்செல்வன் 261, தள்ளகவுண்டர் தெரு, ரெட்டியூர், சேலம் - 636004. [779,1618,1137,1645]
section-heading: அறந்தாங்கி நகரம் [150,844,272,860]
appointment-paragraph: துணை அமைப்பாளர்கள் - 1) எம். ரகுநாதன் 15, அப்பேத்கர் தெரு - 2, குகை, சேலம் - 636006. 2) சி. சதாசிவம் 64/பி, பெரிய சுவண வேதி, குகை, சேலம் - 636006. 3) எஸ். ஸ்டீபன் 29/ஜெ, முருகன் கோவில் தெரு, குகை, சேலம் - 636006. 4) என். விஜயகுமார் 26/36, முனீஸ்ரெட்டி தெரு, சேலம் - 636006. 5) எம். சரவணன் 56, சீராங்கன் தெரு, குகை, சேலம் - 636006. [779,1162,1137,1234]
appointment-paragraph: அமைப்பாளர் - அ. ஹரிஹரன் கீழ்க்கடையம், சம்பன்குளம், தென்காசி மாவட்டம். [1153,931,1510,958]
appointment-paragraph: துணை அமைப்பாளர்கள் - 1) மா. செல்வமணி 41, பாண்டியன் தெரு, அரிமளம் திருமயம் தாலுக்கா, புதுக்கோட்டை - 622201. 2) சு. சுரேஷ்குமார் 275, புதுகை ஏம்பல் ரோடு, அரிமளம், திருமயம் தாலுக்கா, புதுக்கோட்டை - 622201. 3) மு. ராஜேந்திரன் 9, பாண்டியன் தெரு, அரிமளம், திருமயம் தாலுக்கா, புதுக்கோட்டை - 622201. 4) சி. செல்வம் 11, செம்புலியான் தெரு, அரிமளம், திருமயம், புதுக்கோட்டை - 622201. [33,1073,390,1162]
appointment-paragraph: துணை அமைப்பாளர்கள் - 1) ச. நடராஜன் வலையபட்டி, பொன்னமராவதி, புதுக்கோட்டை மாவட்டம். 2) பி. பழனியப்பன் வலப்புரிநாத சுவாமி தெற்கு தெரு, வலையபட்டி, பொன்னமராவதி, புதுக்கோட்டை. 3) எஸ். ரெத்தினம் 2. வடக்கு ரத வீதி, பொன் புதுப்பட்டி பொன்னமராவதி, புதுக்கோட்டை. 4) ஏ. தங்கத்துரை நாட்டுக்கல் தெரு, பொன்னமராவதி, புதுக்கோட்டை. [33,1229,390,1302]
section-heading: கொண்டலாம்பட்டி பகுதி [875,479,1042,496]
appointment-paragraph: துணை அமைப்பாளர்கள் - 1) எம். செல்வம் நேரோடுபு கீழ ரத வீதி, ஆலங்குடி, புதுக்கோட்டை மாவட்டம். 2) என். முகமது ஆசிப் ரபானி காமராஜர் தெரு, ஆலங்குடி, புதுக்கோட்டை மாவட்டம். 3) ஆர். செல்வம் கலைவர் சாலை, ஆலங்குடி, புதுக்கோட்டை மாவட்டம். 4) எம். அருணாச்சலம் காமராஜர் தெரு, ஆலங்குடி, புதுக்கோட்டை. 5) ஏ. ஆர். கணேசன் இந்திரா நகர், ஆலங்குடி, புதுக்கோட்டை மாவட்டம். [33,1370,390,1458]
appointment-paragraph: அமைப்பாளர் - ஜி. சித்தன் 236, கோமாளி நகர், கொங்கரப்பட்டி, காடையாம்பட்டி தாலுக்கா, சேலம் மாவட்டம் - 636351. [33,1842,390,1869]
appointment-paragraph: அமைப்பாளர் - என். சாமிநாதன் 3/48, தெற்கு காட்டு வளவு, ஓமலூர் தாலுக்கா, சேலம் மாவட்டம். [406,582,764,609]
appointment-paragraph: துணை அமைப்பாளர்கள் - 1) பி. சேல்வராஜ் 8/37, சத்யா நகர், அம்மாபேட்டை, சேலம் - 3. [406,1857,764,1884]
district-banner: தென்காசி தெற்கு மாவட்டம் [780,1752,1137,1781]
section-heading: கண்ணங்குறிச்சி பேரூர் [508,1088,662,1105]
section-heading: ஆவுடையார்கோவில் வடக்கு ஒன்றியம் [79,528,344,545]
appointment-paragraph: அமைப்பாளர் - ஆ. ராஜன் 993, அம்மன் கோவில் தெரு, மணமேல்குடி வட்டம், புதுக்கோட்டை மாவட்டம். [33,240,390,267]
appointment-paragraph: துணை அமைப்பாளர்கள் - 1) எஸ். மணிகண்டன் 35, கோ. பாத் சூறவேகம், காமராஜ் ரோடு, செவ்வாய்பேட்டை, சேலம் - 2. 2) என். ஜாபர்ஷா 180/05, பங்களா தெரு, சேலம் - 2. 3) எச். பஷ்ருட்டி ஜமான், அவேகம் சீதாம்பாளையம், சேலம் - 2. 4) வி. விஜேந்திரன் 124, சேப்பள் தெரு, செவ்வாய்பேட்டை, சேலம் - 2. 5) இ. கோபிநாத் 125/81, ஸ்ரீ சிவ்வாமலைம் தெரு, சேலம் - 2. [406,2017,764,2105]
section-heading: ஓமலூர் வடக்கு ஒன்றியம் [499,387,671,404]
appointment-paragraph: அமைப்பாளர் - சு. கணேஷ்குருகண் வேள்வரை மீசீசல் அஞ்சல், ஆவுடையார் கோவில் தாலுக்கா, புதுக்கோட்டை மாவட்டம் - 614621. [33,552,390,579]
section-heading: தாதகாப்பட்டி பகுதி [893,963,1024,979]
section-heading: செங்கோட்டை நகரம் [1261,1754,1402,1771]
appointment-paragraph: துணை அமைப்பாளர்கள் - 1) க. சேகர் 1/178 போரா காடு, அழகாபுரம், சேலம் - 636004. 2) டி. சரவணன் 136/1, காமராஜர் தெரு, சின்னதிருப்பதி, சேலம் - 636008. 3) ச. ராஜீவ் காந்தி 38/1, கிழக்கு தெரு, அழகாபுரம், சேலம் - 636009. 4) கே. குபேரன் 283, ஜவர் குடியிருப்பு காலனி, அப்பேத்கர் தெரு, சேலம் - 636004. 5) மா. வீரப்பன் 2/102, பொன்னுசாமி நகர், அழகாபுரம், சேலம் - 636016. [779,1653,1137,1741]
appointment-paragraph: 4) சி. வெள்ளைச்சாமி குண்டகவயல் அஞ்சல், அறந்தாங்கி தாலுக்கா, புதுக்கோட்டை மாவட்டம் - 614616. 5) க. ஆனந்த் ராஜ் பரிமீகியாங்கலம், தாழனூர் அஞ்சல், ஆவுடையார்கோவில் தாலுக்கா, புதுக்கோட்டை மாவட்டம் - 614621. [33,667,390,724]
appointment-paragraph: துணை அமைப்பாளர்கள் - 1) கா.முத்தாலிங்கம் ஊராண்டித் தெரு, சின்னதம்பி நாடானூர், தென்காசி. 2) கா. சுப்பிரமணியன் 9வது வார்டு, அம்மையப்பபுரம், தென்காசி. 3) கோ. முருகன் நடுத்தெரு, கிருஷ்ணாபுரம். 4) கு. சந்திரமோகன் அம்பை ரோடு, கடையநல்லூர். 5) வீ. முத்துப்பாண்டி, கடையநல்லூர், தென்காசி. [1153,700,1510,773]
